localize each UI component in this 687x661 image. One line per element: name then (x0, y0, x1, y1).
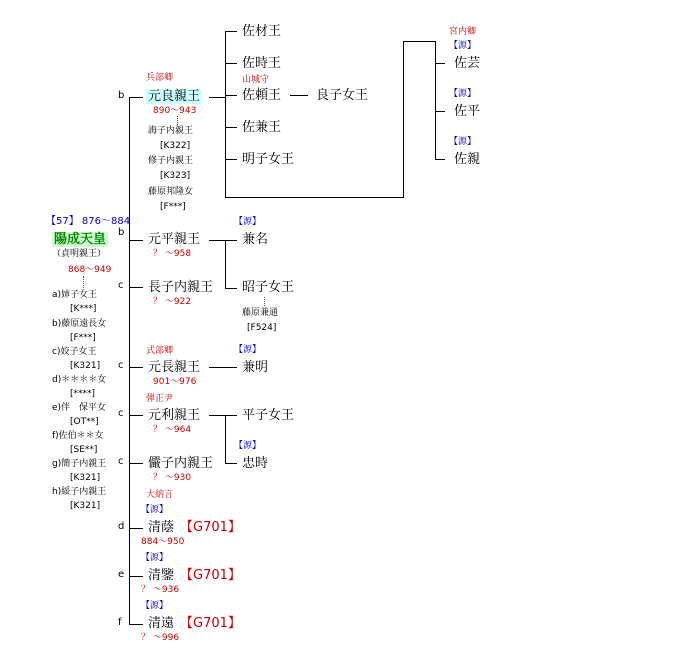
to-sukehira (435, 111, 445, 112)
consort-code: [F***] (70, 333, 96, 343)
life-years: ？ 〜958 (153, 249, 192, 259)
clan-label: 【源】 (141, 553, 169, 563)
to-kanena (225, 240, 237, 241)
office-title: 弾正尹 (146, 394, 174, 404)
office-title: 式部卿 (146, 346, 174, 356)
genealogy-ref: 【G701】 (180, 616, 241, 631)
to-sukenori (435, 63, 445, 64)
clan-label: 【源】 (141, 505, 169, 515)
clan-label: 【源】 (449, 89, 477, 99)
clan-label: 【源】 (449, 137, 477, 147)
akiko2-name: 昭子女王 (242, 280, 295, 295)
sukeyori-name: 佐頼王 (242, 88, 282, 103)
clan-label: 【源】 (234, 345, 262, 355)
branch-mototoshi (129, 415, 143, 416)
mother-mark: e (118, 569, 125, 580)
emperor-name: 陽成天皇 (54, 232, 107, 247)
life-years: ？ 〜996 (141, 633, 180, 643)
sukenori-name: 佐芸 (454, 56, 481, 71)
mother-mark: f (118, 617, 122, 628)
life-years: ？ 〜936 (141, 585, 180, 595)
branch-kiyoakira (129, 576, 143, 577)
motoyoshi-sons-trunk (225, 31, 226, 197)
mother-mark: c (118, 280, 124, 291)
mother-mark: d (118, 521, 125, 532)
consort-name: a)姉子女王 (52, 290, 98, 300)
akiko2-husband-dots (264, 297, 265, 306)
consort-name: f)佐伯＊＊女 (52, 431, 104, 441)
children-trunk (129, 97, 130, 624)
branch-kiyokage (129, 528, 143, 529)
consort-name: h)綏子内親王 (52, 487, 107, 497)
consort-name: e)伴 保平女 (52, 403, 107, 413)
life-years: ？ 〜922 (153, 297, 192, 307)
office-title: 宮内卿 (449, 27, 477, 37)
to-akiko (225, 159, 237, 160)
kiyoakira-name: 清鑒 (148, 568, 175, 583)
sukeyori-loop-right (403, 41, 404, 198)
sukeyori-to-yoshiko (290, 95, 308, 96)
branch-nagako (129, 287, 143, 288)
nagako-name: 長子内親王 (148, 280, 214, 295)
mototoshi-name: 元利親王 (148, 408, 201, 423)
branch-motohira (129, 240, 143, 241)
to-sukeyori (225, 95, 237, 96)
consort-code: [****] (70, 389, 96, 399)
consort-code: [SE**] (70, 445, 98, 455)
kiyokage-name: 清蔭 (148, 520, 175, 535)
branch-motonaga (129, 367, 143, 368)
sukehira-name: 佐平 (454, 104, 481, 119)
mototoshi-trunk (225, 415, 226, 463)
office-title: 大納言 (146, 490, 174, 500)
mother-mark: c (118, 360, 124, 371)
wife-code: [K322] (160, 141, 191, 151)
sukeyori-loop-top (403, 41, 436, 42)
motohira-name: 元平親王 (148, 232, 201, 247)
kanena-name: 兼名 (242, 232, 269, 247)
clan-label: 【源】 (234, 217, 262, 227)
suketoki-name: 佐時王 (242, 56, 282, 71)
branch-motoyoshi (129, 97, 143, 98)
motonaga-name: 元長親王 (148, 360, 201, 375)
great-trunk (435, 41, 436, 159)
motoyoshi-name: 元良親王 (148, 89, 201, 104)
sukechika-name: 佐親 (454, 152, 481, 167)
mother-mark: c (118, 408, 124, 419)
wife-code: [K323] (160, 171, 191, 181)
mother-mark: b (118, 227, 125, 238)
branch-kiyotoo (129, 624, 143, 625)
clan-label: 【源】 (141, 601, 169, 611)
life-years: 884〜950 (141, 537, 185, 547)
motoyoshi-wife-dots (177, 116, 178, 125)
yoshiko-joou-name: 良子女王 (316, 88, 369, 103)
wife-code: [F***] (160, 202, 186, 212)
consort-code: [OT**] (70, 417, 99, 427)
kiyotoo-name: 清遠 (148, 616, 175, 631)
wife-name: 誨子内親王 (148, 126, 194, 136)
consort-code: [K***] (70, 304, 97, 314)
to-akiko2 (225, 288, 237, 289)
emperor-reign: 【57】 876〜884 (46, 216, 131, 227)
consort-name: c)姣子女王 (52, 347, 97, 357)
consort-name: d)＊＊＊＊女 (52, 375, 107, 385)
to-sukekane (225, 127, 237, 128)
motohira-trunk (225, 240, 226, 288)
emperor-alias: （貞明親王） (52, 249, 107, 259)
life-years: ？ 〜964 (153, 425, 192, 435)
life-years: 901〜976 (153, 377, 197, 387)
wife-name: 藤原邦隆女 (148, 187, 194, 197)
to-sukechika (435, 159, 445, 160)
office-title: 山城守 (242, 75, 270, 85)
husband-code: [F524] (247, 323, 277, 333)
to-hirako (225, 415, 237, 416)
consort-code: [K321] (70, 473, 101, 483)
clan-label: 【源】 (449, 41, 477, 51)
branch-yoshiko (129, 463, 143, 464)
consort-code: [K321] (70, 361, 101, 371)
yoshiko-name: 儼子内親王 (148, 456, 214, 471)
tadatoki-name: 忠時 (242, 456, 269, 471)
motonaga-out (209, 367, 237, 368)
office-title: 兵部卿 (146, 73, 174, 83)
emperor-consort-dots (83, 276, 84, 288)
life-years: ？ 〜930 (153, 473, 192, 483)
sukeki-name: 佐材王 (242, 24, 282, 39)
emperor-years: 868〜949 (68, 265, 112, 275)
hirako-name: 平子女王 (242, 408, 295, 423)
consort-code: [K321] (70, 501, 101, 511)
mother-mark: c (118, 456, 124, 467)
to-tadatoki (225, 463, 237, 464)
consort-name: b)藤原遠長女 (52, 319, 107, 329)
sukekane-name: 佐兼王 (242, 120, 282, 135)
motohira-out (209, 240, 226, 241)
mother-mark: b (118, 90, 125, 101)
consort-name: g)簡子内親王 (52, 459, 107, 469)
akiko-name: 明子女王 (242, 152, 295, 167)
kaneaki-name: 兼明 (242, 360, 269, 375)
mototoshi-out (209, 415, 226, 416)
genealogy-ref: 【G701】 (180, 568, 241, 583)
to-suketoki (225, 63, 237, 64)
to-sukeki (225, 31, 237, 32)
motoyoshi-out (209, 97, 225, 98)
clan-label: 【源】 (234, 441, 262, 451)
life-years: 890〜943 (153, 106, 197, 116)
wife-name: 修子内親王 (148, 156, 194, 166)
sukeyori-loop-bottom (225, 197, 404, 198)
husband-name: 藤原兼通 (242, 308, 279, 318)
genealogy-ref: 【G701】 (180, 520, 241, 535)
